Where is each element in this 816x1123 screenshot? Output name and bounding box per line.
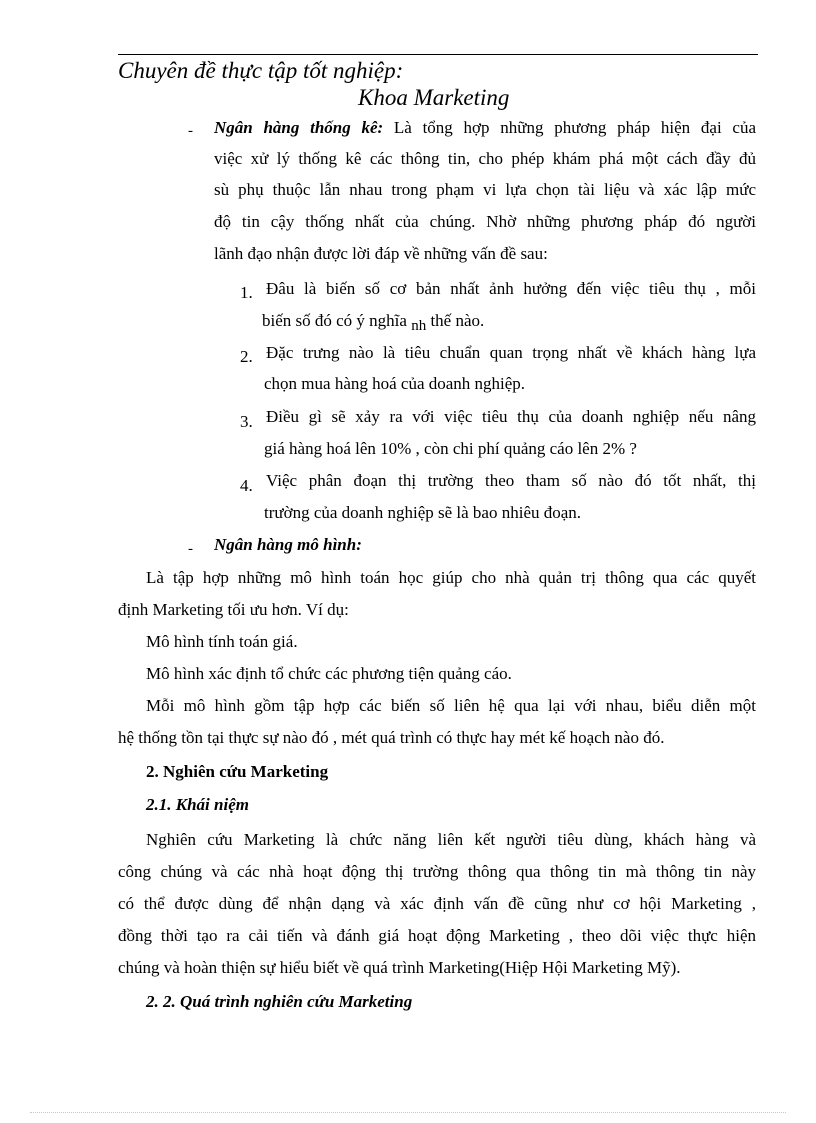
list-item-line: Điều gì sẽ xảy ra với việc tiêu thụ của doanh nghiệp nếu nâng [266,407,756,426]
list-number: 3. [240,412,253,431]
statistics-bank-line: sù phụ thuộc lẫn nhau trong phạm vi lựa chọn tài liệu và xác lập mức [214,180,756,199]
paragraph-line: chúng và hoàn thiện sự hiểu biết về quá trình Marketing(Hiệp Hội Marketing Mỹ). [118,958,681,977]
list-item-line: giá hàng hoá lên 10% , còn chi phí quảng cáo lên 2% ? [264,439,637,458]
list-item-line: Đâu là biến số cơ bản nhất ảnh hưởng đến việc tiêu thụ , mỗi [266,279,756,298]
model-bank-title: Ngân hàng mô hình: [214,535,362,554]
list-number: 4. [240,476,253,495]
list-item-line: Đặc trưng nào là tiêu chuẩn quan trọng nhất về khách hàng lựa [266,343,756,362]
list-item-line: chọn mua hàng hoá của doanh nghiệp. [264,374,526,393]
header-rule [118,54,758,55]
paragraph-line: Mô hình tính toán giá. [146,632,298,651]
statistics-bank-text: Là tổng hợp những phương pháp hiện đại của [393,118,757,137]
statistics-bank-title: Ngân hàng thống kê: [214,118,384,137]
statistics-bank-paragraph-line [214,117,756,139]
list-item-text: thế nào. [430,311,485,330]
paragraph-line: đồng thời tạo ra cải tiến và đánh giá hoạt động Marketing , theo dõi việc thực hiện [118,926,756,945]
subsection-heading: 2. 2. Quá trình nghiên cứu Marketing [146,992,413,1011]
paragraph-line: Mô hình xác định tổ chức các phương tiện quảng cáo. [146,664,512,683]
list-number: 2. [240,347,253,366]
list-number: 1. [240,283,253,302]
paragraph-line: công chúng và các nhà hoạt động thị trường thông qua thông tin mà thông tin này [118,862,756,881]
list-item-text: biến số đó có ý nghĩa [262,311,407,330]
header-department: Khoa Marketing [358,85,510,110]
section-heading: 2. Nghiên cứu Marketing [146,762,329,781]
paragraph-line: hệ thống tồn tại thực sự nào đó , mét quá trình có thực hay mét kế hoạch nào đó. [118,728,665,747]
header-title: Chuyên đề thực tập tốt nghiệp: [118,58,404,83]
statistics-bank-line: lãnh đạo nhận được lời đáp về những vấn đề sau: [214,244,548,263]
paragraph-line: Nghiên cứu Marketing là chức năng liên kết người tiêu dùng, khách hàng và [146,830,756,849]
list-item-line: Việc phân đoạn thị trường theo tham số nào đó tốt nhất, thị [266,471,756,490]
bullet-dash: - [188,123,193,139]
statistics-bank-line: độ tin cậy thống nhất của chúng. Nhờ những phương pháp đó người [214,212,756,231]
paragraph-line: định Marketing tối ưu hơn. Ví dụ: [118,600,349,619]
bullet-dash: - [188,541,193,557]
list-item-fragment: nh [411,318,427,334]
paragraph-line: Mỗi mô hình gồm tập hợp các biến số liên hệ qua lại với nhau, biểu diễn một [146,696,756,715]
list-item-line [262,310,484,333]
subsection-heading: 2.1. Khái niệm [146,795,249,814]
paragraph-line: Là tập hợp những mô hình toán học giúp cho nhà quản trị thông qua các quyết [146,568,756,587]
paragraph-line: có thể được dùng để nhận dạng và xác định vấn đề cũng như cơ hội Marketing , [118,894,756,913]
statistics-bank-line: việc xử lý thống kê các thông tin, cho phép khám phá một cách đầy đủ [214,149,756,168]
footer-divider [30,1112,786,1113]
list-item-line: trường của doanh nghiệp sẽ là bao nhiêu đoạn. [264,503,582,522]
